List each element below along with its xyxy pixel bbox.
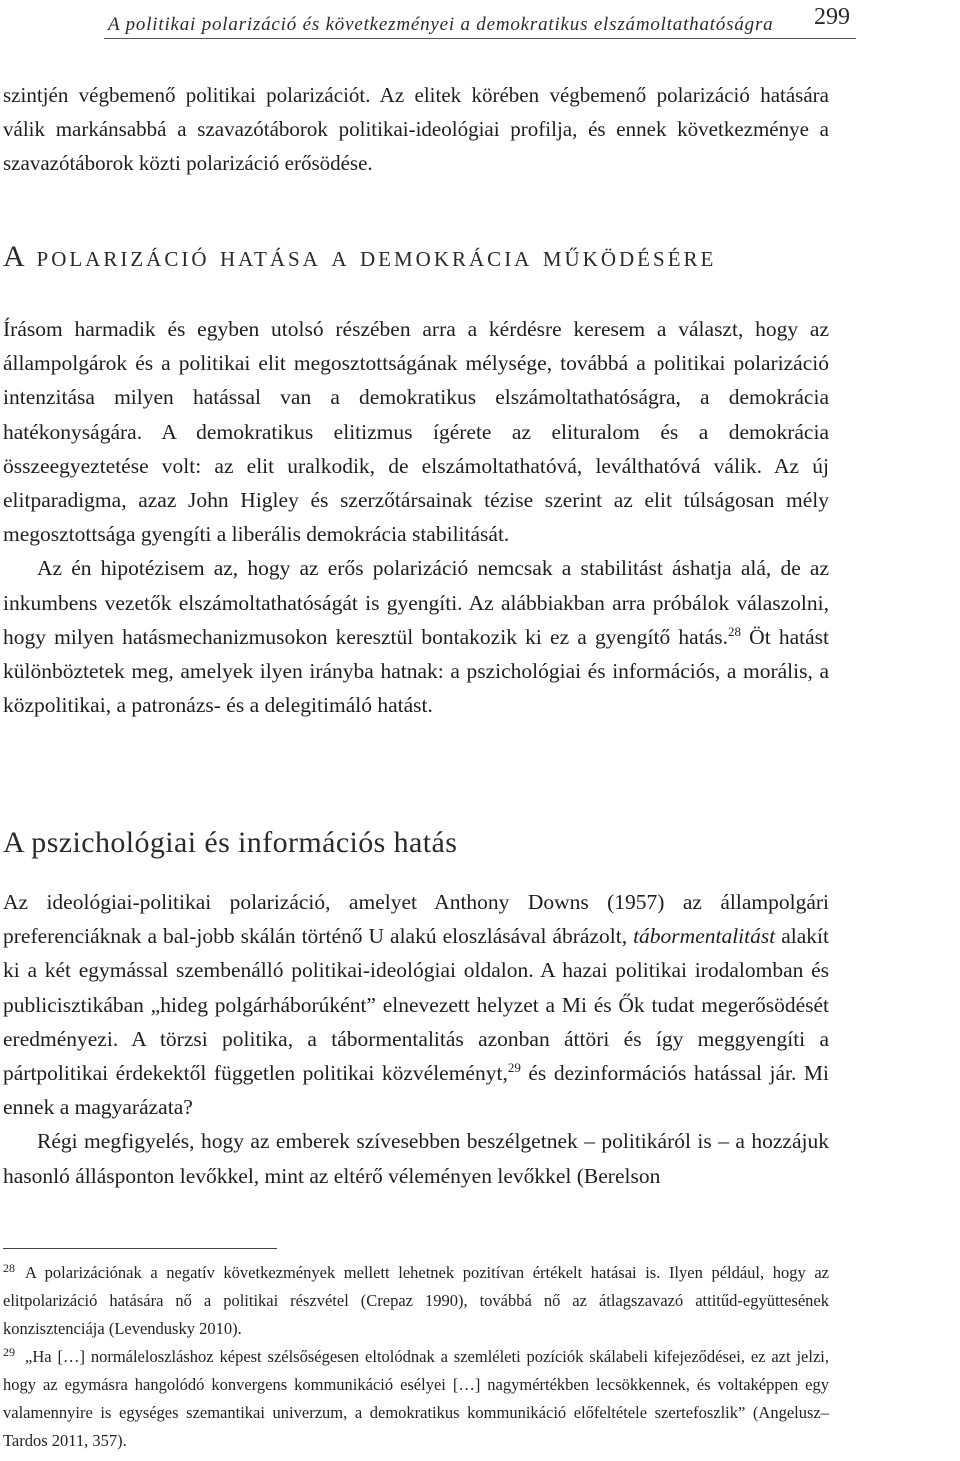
section1-paragraph-1: Írásom harmadik és egyben utolsó részében arra a kérdésre keresem a választ, hogy az állampolgárok és a politikai elit megosztottságának mélysége, továbbá a politikai polarizáció intenzitása milyen hatással van a demokratikus elszámoltathatóságra, a demokrácia hatékonyságára. A demokratikus elitizmus ígérete az elituralom és a demokrácia összeegyeztetése volt: az elit uralkodik, de elszámoltathatóvá, leválthatóvá válik. Az új elitparadigma, azaz John Higley és szerzőtársainak tézise szerint az elit túlságosan mély megosztottsága gyengíti a liberális demokrácia stabilitását. bbox=[3, 317, 829, 547]
section1-paragraph-2-text-a: Az én hipotézisem az, hogy az erős polarizáció nemcsak a stabilitást áshatja alá, de az inkumbens vezetők elszámoltathatóságát is gyengíti. Az alábbiakban arra próbálok válaszolni, hogy milyen hatásmechanizmusokon keresztül bontakozik ki ez a gyengítő hatás. bbox=[3, 556, 829, 649]
intro-text: szintjén végbemenő politikai polarizációt. Az elitek körében végbemenő polarizáció hatására válik markánsabbá a szavazótáborok politikai-ideológiai profilja, és ennek következménye a szavazótáborok közti polarizáció erősödése. bbox=[3, 83, 829, 176]
section2-paragraph-1-text-c: és dezinformációs hatással jár. Mi ennek a magyarázata? bbox=[3, 1061, 830, 1120]
section-heading-polarization-effect: A polarizáció hatása a demokrácia működésére bbox=[3, 240, 717, 273]
section2-paragraph-2: Régi megfigyelés, hogy az emberek szívesebben beszélgetnek – politikáról is – a hozzájuk hasonló állásponton levőkkel, mint az eltérő véleményen levőkkel (Berelson bbox=[3, 1129, 829, 1188]
section2-body bbox=[3, 885, 829, 1193]
footnote-divider bbox=[3, 1248, 277, 1249]
section2-paragraph-1-text-b: alakít ki a két egymással szembenálló politikai-ideológiai oldalon. A hazai politikai irodalomban és publicisztikában „hideg polgárháborúként” elnevezett helyzet a Mi és Ők tudat megerősödését eredményezi. A törzsi politika, a tábormentalitás azonban áttöri és így meggyengíti a pártpolitikai érdekektől független politikai közvéleményt, bbox=[3, 924, 829, 1086]
footnotes bbox=[3, 1259, 829, 1455]
section2-paragraph-1 bbox=[3, 885, 829, 1124]
footnote-ref-28[interactable]: 28 bbox=[727, 623, 741, 639]
footnote-text: A polarizációnak a negatív következmények mellett lehetnek pozitívan értékelt hatásai is. Ilyen például, hogy az elitpolarizáció hatására nő a politikai részvétel (Crepaz 1990), továbbá nő az átlagszavazó attitűd-együttesének konzisztenciája (Levendusky 2010). bbox=[3, 1263, 829, 1338]
intro-paragraph bbox=[3, 78, 829, 181]
section1-body bbox=[3, 312, 829, 722]
running-title: A politikai polarizáció és következményei a demokratikus elszámoltathatóságra bbox=[108, 14, 774, 35]
emphasized-term: tábormentalitást bbox=[633, 924, 776, 949]
footnote-number: 28 bbox=[3, 1260, 15, 1275]
footnote-29 bbox=[3, 1343, 829, 1455]
running-header bbox=[104, 4, 856, 39]
footnote-text: „Ha […] normáleloszláshoz képest szélsőségesen eltolódnak a szemléleti pozíciók skálabeli kifejeződései, ez azt jelzi, hogy az egymásra hangolódó konvergens kommunikáció esélyei […] nagymértékben lecsökkennek, és voltaképpen egy valamennyire is egységes szemantikai univerzum, a demokratikus kommunikáció előfeltétele szertefoszlik” (Angelusz–Tardos 2011, 357). bbox=[3, 1347, 829, 1450]
footnote-ref-29[interactable]: 29 bbox=[507, 1059, 521, 1075]
footnote-28 bbox=[3, 1259, 829, 1343]
section2-paragraph-1-text-a: Az ideológiai-politikai polarizáció, amelyet Anthony Downs (1957) az állampolgári preferenciáknak a bal-jobb skálán történő U alakú eloszlásával ábrázolt, bbox=[3, 890, 829, 949]
section1-paragraph-2 bbox=[3, 551, 829, 722]
footnote-number: 29 bbox=[3, 1344, 15, 1359]
page-number: 299 bbox=[814, 4, 850, 30]
section-heading-psychological-effect: A pszichológiai és információs hatás bbox=[3, 826, 458, 859]
section1-paragraph-2-text-b: Öt hatást különböztetek meg, amelyek ilyen irányba hatnak: a pszichológiai és információs, a morális, a közpolitikai, a patronázs- és a delegitimáló hatást. bbox=[3, 624, 829, 718]
